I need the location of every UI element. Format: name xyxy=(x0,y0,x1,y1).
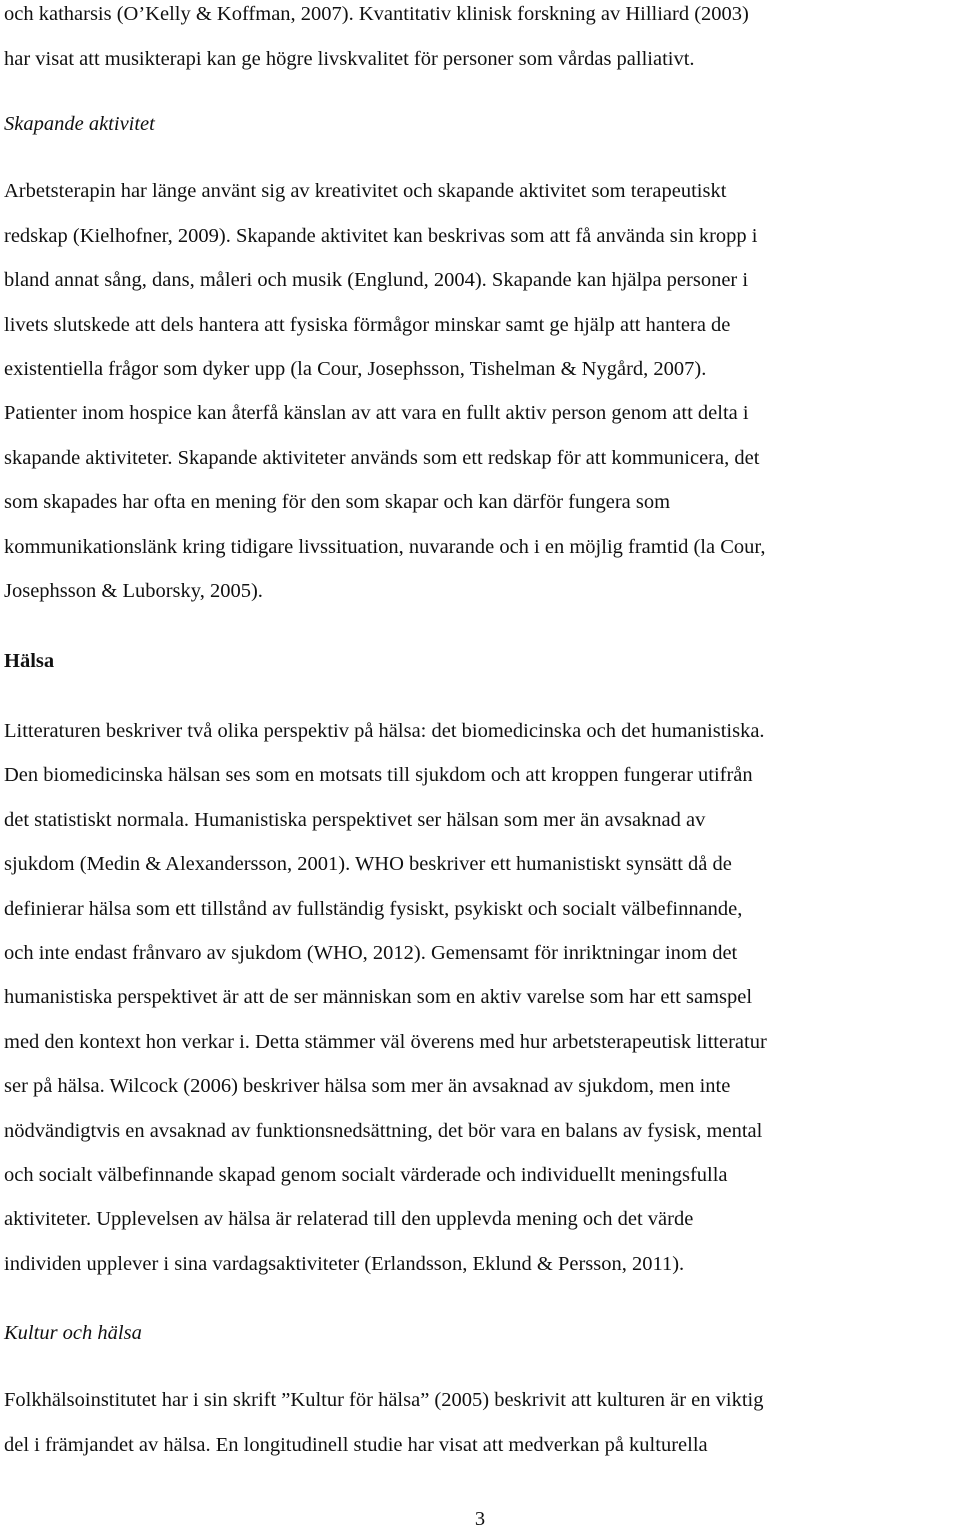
body-line: skapande aktiviteter. Skapande aktiviteter används som ett redskap för att kommunicera, det xyxy=(4,447,760,469)
body-line: Folkhälsoinstitutet har i sin skrift ”Kultur för hälsa” (2005) beskrivit att kulturen är en viktig xyxy=(4,1389,764,1411)
body-line: och inte endast frånvaro av sjukdom (WHO, 2012). Gemensamt för inriktningar inom det xyxy=(4,942,738,964)
section-heading-skapande-aktivitet: Skapande aktivitet xyxy=(4,113,155,135)
body-line: individen upplever i sina vardagsaktiviteter (Erlandsson, Eklund & Persson, 2011). xyxy=(4,1253,685,1275)
body-line: med den kontext hon verkar i. Detta stämmer väl överens med hur arbetsterapeutisk litteratur xyxy=(4,1031,767,1053)
body-line: del i främjandet av hälsa. En longitudinell studie har visat att medverkan på kulturella xyxy=(4,1434,708,1456)
body-line: definierar hälsa som ett tillstånd av fullständig fysiskt, psykiskt och socialt välbefinnande, xyxy=(4,898,743,920)
body-line: Josephsson & Luborsky, 2005). xyxy=(4,580,263,602)
body-line: det statistiskt normala. Humanistiska perspektivet ser hälsan som mer än avsaknad av xyxy=(4,809,706,831)
body-line: Litteraturen beskriver två olika perspektiv på hälsa: det biomedicinska och det humanistiska. xyxy=(4,720,765,742)
body-line: existentiella frågor som dyker upp (la Cour, Josephsson, Tishelman & Nygård, 2007). xyxy=(4,358,707,380)
body-line: som skapades har ofta en mening för den som skapar och kan därför fungera som xyxy=(4,491,671,513)
body-line: ser på hälsa. Wilcock (2006) beskriver hälsa som mer än avsaknad av sjukdom, men inte xyxy=(4,1075,731,1097)
body-line: Arbetsterapin har länge använt sig av kreativitet och skapande aktivitet som terapeutiskt xyxy=(4,180,727,202)
body-line: och katharsis (O’Kelly & Koffman, 2007). Kvantitativ klinisk forskning av Hilliard (2003) xyxy=(4,3,749,25)
body-line: Den biomedicinska hälsan ses som en motsats till sjukdom och att kroppen fungerar utifrån xyxy=(4,764,753,786)
body-line: bland annat sång, dans, måleri och musik (Englund, 2004). Skapande kan hjälpa personer i xyxy=(4,269,749,291)
body-line: kommunikationslänk kring tidigare livssituation, nuvarande och i en möjlig framtid (la Cour, xyxy=(4,536,766,558)
body-line: nödvändigtvis en avsaknad av funktionsnedsättning, det bör vara en balans av fysisk, mental xyxy=(4,1120,763,1142)
body-line: redskap (Kielhofner, 2009). Skapande aktivitet kan beskrivas som att få använda sin kropp i xyxy=(4,225,758,247)
body-line: livets slutskede att dels hantera att fysiska förmågor minskar samt ge hjälp att hantera de xyxy=(4,314,731,336)
body-line: aktiviteter. Upplevelsen av hälsa är relaterad till den upplevda mening och det värde xyxy=(4,1208,694,1230)
body-line: har visat att musikterapi kan ge högre livskvalitet för personer som vårdas palliativt. xyxy=(4,48,695,70)
body-line: humanistiska perspektivet är att de ser människan som en aktiv varelse som har ett samspel xyxy=(4,986,753,1008)
body-line: och socialt välbefinnande skapad genom socialt värderade och individuellt meningsfulla xyxy=(4,1164,728,1186)
body-line: sjukdom (Medin & Alexandersson, 2001). WHO beskriver ett humanistiskt synsätt då de xyxy=(4,853,732,875)
body-line: Patienter inom hospice kan återfå känslan av att vara en fullt aktiv person genom att delta i xyxy=(4,402,749,424)
page-number: 3 xyxy=(474,1508,486,1530)
section-heading-kultur-och-halsa: Kultur och hälsa xyxy=(4,1322,142,1344)
section-heading-halsa: Hälsa xyxy=(4,650,55,672)
